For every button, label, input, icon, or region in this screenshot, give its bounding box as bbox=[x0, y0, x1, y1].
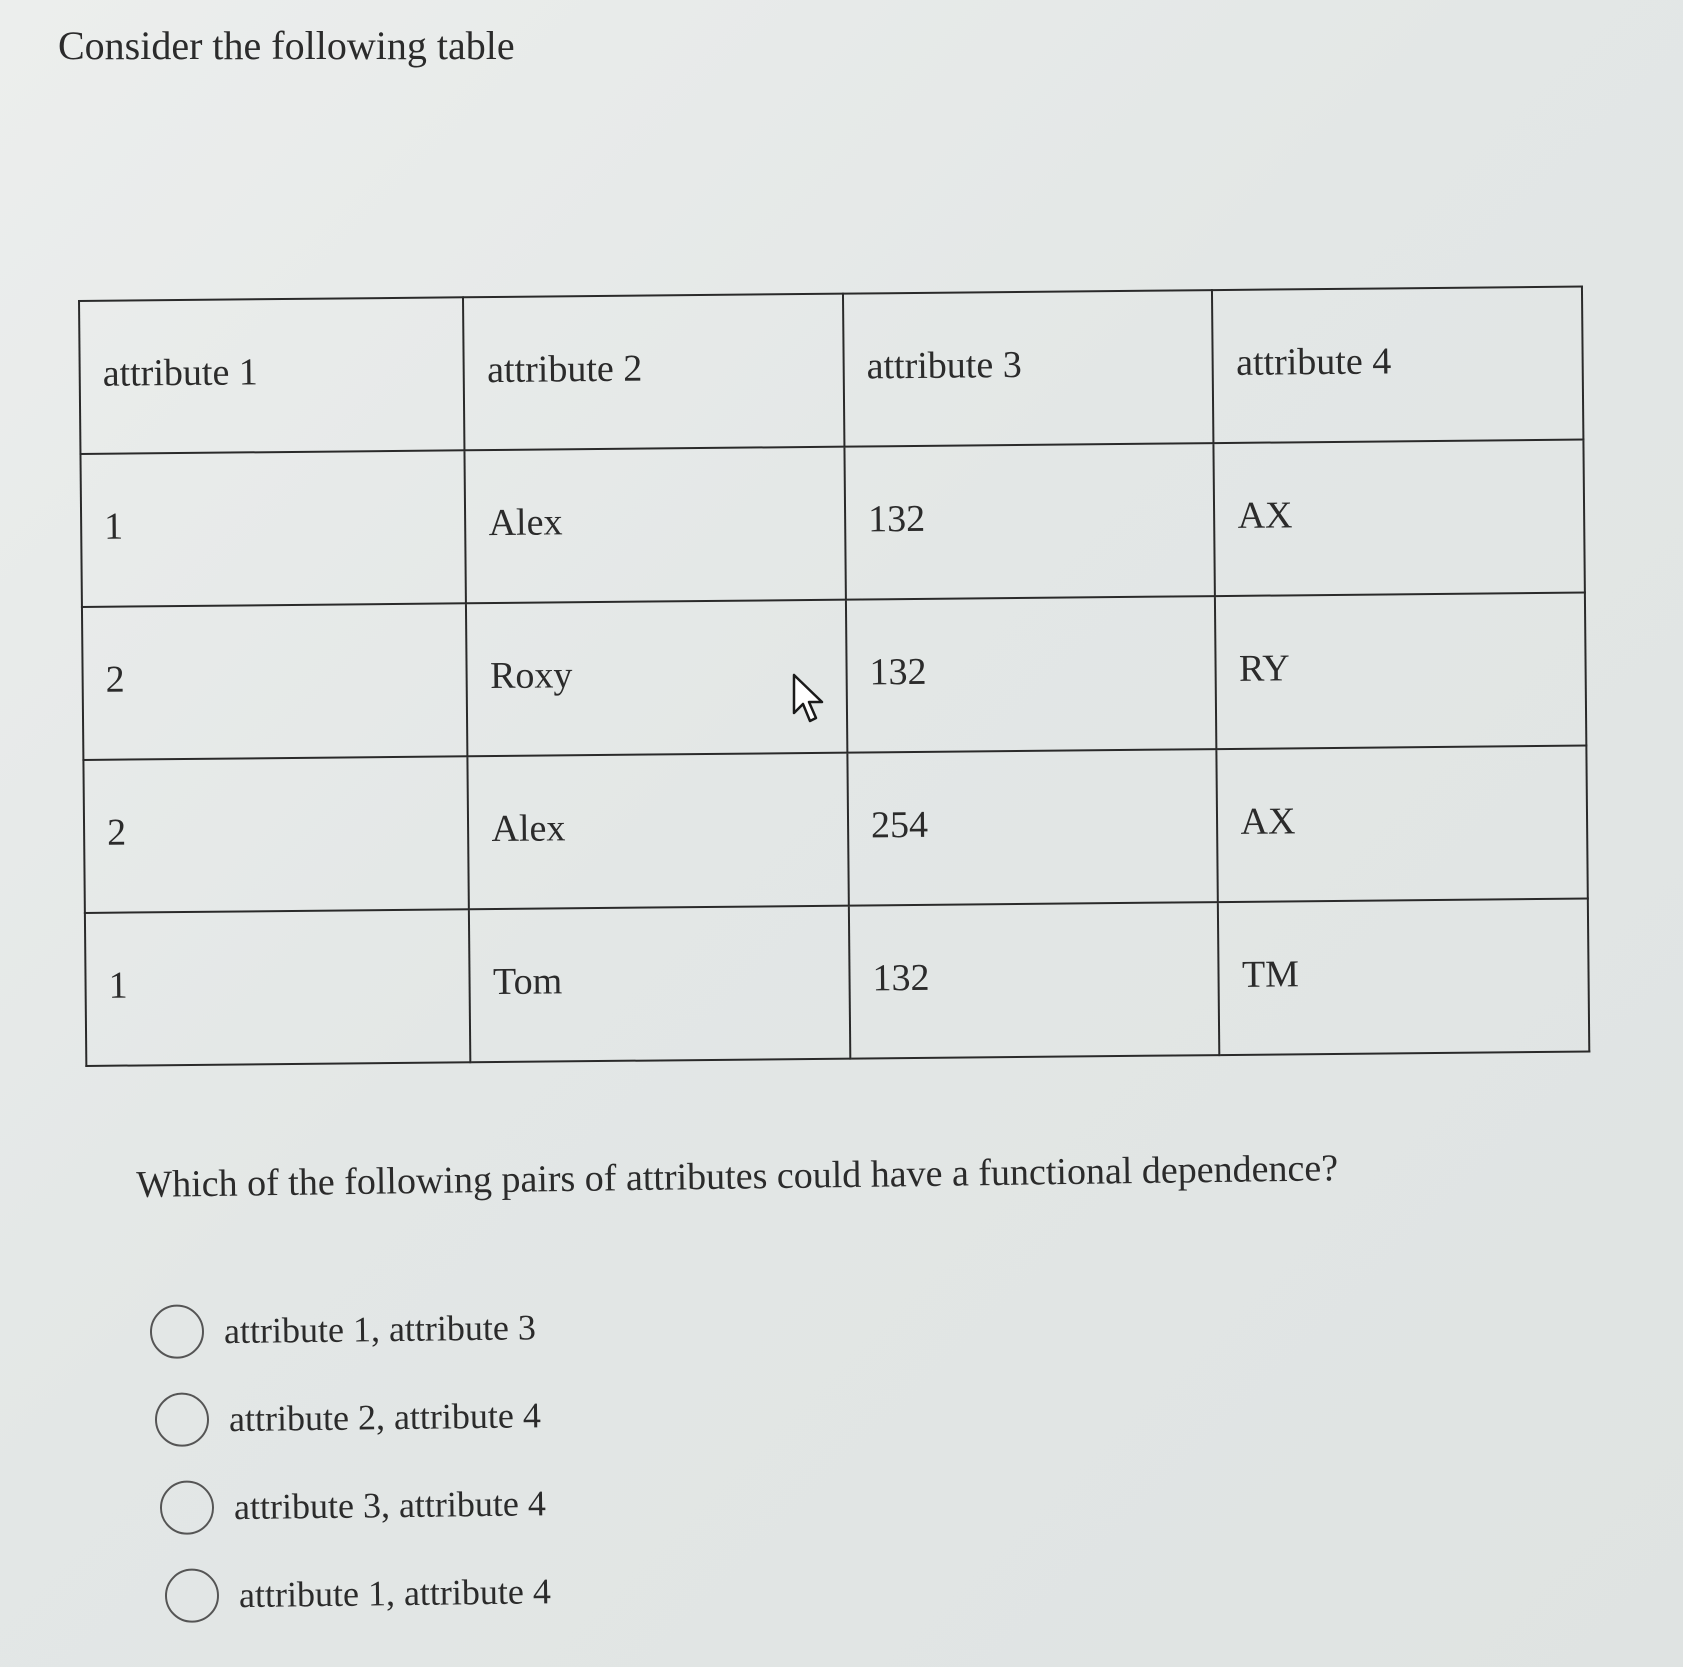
table-cell: 254 bbox=[847, 749, 1218, 906]
answer-options bbox=[150, 1288, 551, 1640]
table-cell: 1 bbox=[85, 909, 471, 1066]
answer-option[interactable] bbox=[159, 1459, 551, 1552]
table-cell: 132 bbox=[849, 902, 1220, 1059]
table-header-row bbox=[79, 287, 1583, 454]
table-cell: 132 bbox=[844, 443, 1215, 600]
table-cell: 2 bbox=[82, 603, 468, 760]
table-cell: AX bbox=[1217, 746, 1588, 903]
table-row bbox=[80, 440, 1584, 607]
radio-button[interactable] bbox=[155, 1392, 210, 1447]
table-cell: Roxy bbox=[466, 600, 847, 757]
table-cell: AX bbox=[1214, 440, 1585, 597]
table-cell: TM bbox=[1218, 899, 1589, 1056]
answer-option[interactable] bbox=[149, 1283, 551, 1376]
table-cell: RY bbox=[1215, 593, 1586, 750]
radio-button[interactable] bbox=[150, 1304, 205, 1359]
question-text: Which of the following pairs of attributes could have a functional dependence? bbox=[136, 1147, 1339, 1206]
table-cell: 132 bbox=[846, 596, 1217, 753]
data-table bbox=[78, 286, 1590, 1067]
answer-option[interactable] bbox=[164, 1547, 551, 1640]
radio-button[interactable] bbox=[160, 1480, 215, 1535]
answer-option[interactable] bbox=[154, 1371, 551, 1464]
option-label: attribute 1, attribute 4 bbox=[238, 1571, 552, 1616]
column-header: attribute 1 bbox=[79, 297, 465, 454]
column-header: attribute 4 bbox=[1212, 287, 1583, 444]
table-cell: Alex bbox=[465, 447, 846, 604]
column-header: attribute 3 bbox=[843, 290, 1214, 447]
question-intro: Consider the following table bbox=[58, 23, 515, 68]
option-label: attribute 2, attribute 4 bbox=[228, 1395, 542, 1440]
column-header: attribute 2 bbox=[463, 294, 844, 451]
table-row bbox=[83, 746, 1587, 913]
table-cell: 2 bbox=[83, 756, 469, 913]
option-label: attribute 1, attribute 3 bbox=[223, 1307, 537, 1352]
table-row bbox=[85, 899, 1589, 1066]
mouse-pointer-icon bbox=[792, 673, 826, 727]
table-cell: 1 bbox=[80, 450, 466, 607]
table-cell: Alex bbox=[468, 753, 849, 910]
radio-button[interactable] bbox=[165, 1568, 220, 1623]
table-cell: Tom bbox=[469, 906, 850, 1063]
option-label: attribute 3, attribute 4 bbox=[233, 1483, 547, 1528]
table-row bbox=[82, 593, 1586, 760]
